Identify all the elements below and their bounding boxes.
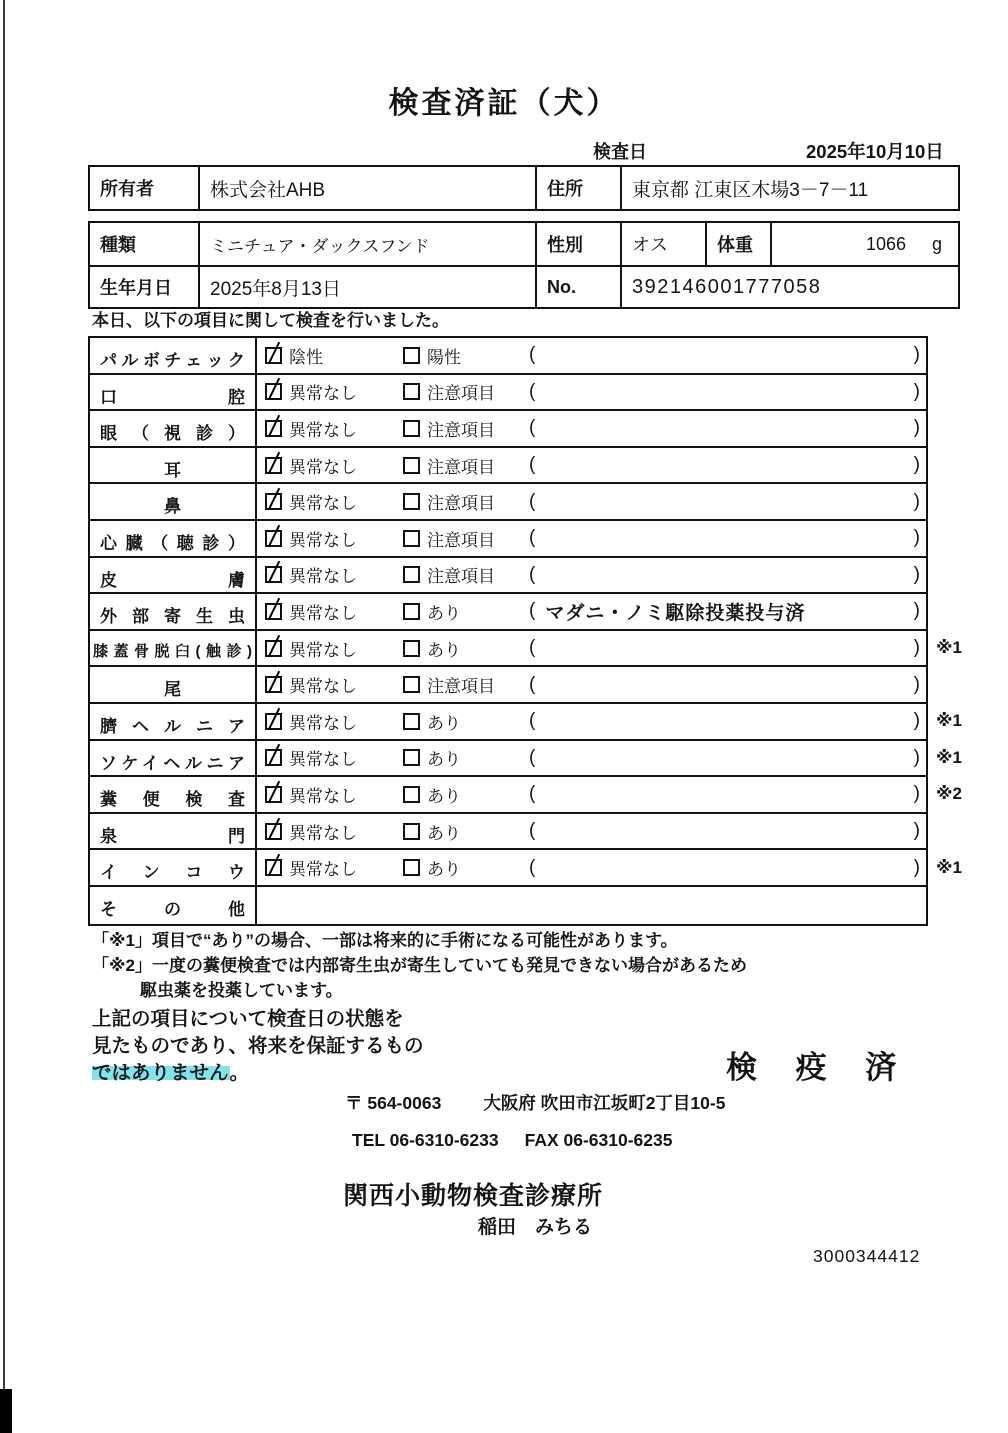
paren-close: ) xyxy=(913,783,920,805)
remarks-field xyxy=(529,850,920,885)
checklist-row-nose xyxy=(90,484,926,521)
checklist-row-tail xyxy=(90,667,926,704)
page-title: 検査済証（犬） xyxy=(388,87,620,120)
remarks-field xyxy=(529,594,920,629)
disclaimer xyxy=(92,1006,424,1087)
footnote-mark: ※1 xyxy=(936,747,962,767)
postal-code: 〒 564-0063 xyxy=(345,1093,442,1113)
paren-open: ( xyxy=(529,710,536,732)
weight-unit: g xyxy=(931,233,942,254)
unchecked-checkbox-icon xyxy=(403,347,420,364)
paren-open: ( xyxy=(529,673,536,695)
clinic-phone-line xyxy=(352,1130,672,1151)
checklist-item-label: 外部寄生虫 xyxy=(90,594,257,629)
remarks-field xyxy=(529,741,920,776)
paren-open: ( xyxy=(529,563,536,585)
remarks-field xyxy=(529,814,920,849)
remarks-field xyxy=(529,375,920,410)
sex-label: 性別 xyxy=(537,223,622,265)
remarks-field xyxy=(529,558,920,593)
checklist-item-label: パルボチェック xyxy=(90,338,257,373)
checklist-item-body xyxy=(257,411,926,446)
paren-open: ( xyxy=(529,600,536,622)
footnote-mark: ※1 xyxy=(936,638,962,658)
unchecked-checkbox-icon xyxy=(403,420,420,437)
remarks-field xyxy=(529,521,920,556)
secondary-result-option: 注意項目 xyxy=(403,448,495,483)
address-value: 東京都 江東区木場3－7－11 xyxy=(632,179,869,201)
secondary-result-option: あり xyxy=(403,777,461,812)
checked-checkbox-icon xyxy=(265,457,282,474)
remarks-field xyxy=(529,667,920,702)
checklist-item-label: 臍ヘルニア xyxy=(90,704,257,739)
secondary-result-option: 注意項目 xyxy=(403,484,495,519)
footnote-mark: ※1 xyxy=(936,857,962,877)
checklist-row-parasites xyxy=(90,594,926,631)
checklist-item-label: 泉門 xyxy=(90,814,257,849)
checklist-item-label: その他 xyxy=(90,887,257,924)
checked-checkbox-icon xyxy=(265,713,282,730)
paren-close: ) xyxy=(913,820,920,842)
paren-open: ( xyxy=(529,344,536,366)
checklist-item-body xyxy=(257,777,926,812)
owner-row xyxy=(90,167,958,209)
scan-corner-artifact xyxy=(0,1389,12,1433)
clinic-address-line xyxy=(345,1090,725,1115)
paren-close: ) xyxy=(913,490,920,512)
primary-result-option: 異常なし xyxy=(265,631,357,666)
intro-text: 本日、以下の項目に関して検査を行いました。 xyxy=(92,311,449,330)
checklist-item-body xyxy=(257,375,926,410)
street-address: 大阪府 吹田市江坂町2丁目10-5 xyxy=(483,1093,726,1113)
secondary-result-option: 注意項目 xyxy=(403,521,495,556)
checked-checkbox-icon xyxy=(265,859,282,876)
birth-row xyxy=(90,265,958,307)
checklist-item-body xyxy=(257,484,926,519)
paren-close: ) xyxy=(913,710,920,732)
secondary-result-option: あり xyxy=(403,704,461,739)
primary-result-option: 異常なし xyxy=(265,448,357,483)
checklist-row-inguinal-hernia xyxy=(90,741,962,778)
unchecked-checkbox-icon xyxy=(403,749,420,766)
checklist-item-label: インコウ xyxy=(90,850,257,885)
breed-label: 種類 xyxy=(90,223,200,265)
checklist-item-label: 皮膚 xyxy=(90,558,257,593)
highlighted-text: ではありません xyxy=(92,1062,230,1084)
unchecked-checkbox-icon xyxy=(403,457,420,474)
checked-checkbox-icon xyxy=(265,640,282,657)
checked-checkbox-icon xyxy=(265,786,282,803)
weight-cell xyxy=(772,223,958,265)
checked-checkbox-icon xyxy=(265,383,282,400)
unchecked-checkbox-icon xyxy=(403,530,420,547)
remarks-field xyxy=(529,704,920,739)
checklist-row-skin xyxy=(90,558,926,595)
primary-result-option: 異常なし xyxy=(265,558,357,593)
checklist-row-eyes xyxy=(90,411,926,448)
unchecked-checkbox-icon xyxy=(403,640,420,657)
checklist-table xyxy=(88,336,962,926)
checklist-item-label: 尾 xyxy=(90,667,257,702)
checklist-row-other xyxy=(90,887,926,924)
checklist-item-label: 鼻 xyxy=(90,484,257,519)
checked-checkbox-icon xyxy=(265,823,282,840)
paren-close: ) xyxy=(913,637,920,659)
paren-close: ) xyxy=(913,527,920,549)
primary-result-option: 異常なし xyxy=(265,521,357,556)
unchecked-checkbox-icon xyxy=(403,786,420,803)
weight-label: 体重 xyxy=(707,223,772,265)
primary-result-option: 異常なし xyxy=(265,594,357,629)
pet-table xyxy=(88,221,960,309)
checklist-row-mouth xyxy=(90,375,926,412)
checklist-row-ears xyxy=(90,448,926,485)
address-label: 住所 xyxy=(537,167,622,209)
footnote-2: 「※2」一度の糞便検査では内部寄生虫が寄生していても発見できない場合があるため xyxy=(92,956,747,975)
secondary-result-option: 注意項目 xyxy=(403,667,495,702)
secondary-result-option: あり xyxy=(403,594,461,629)
checked-checkbox-icon xyxy=(265,347,282,364)
primary-result-option: 異常なし xyxy=(265,667,357,702)
remarks-field xyxy=(529,631,920,666)
checklist-item-body xyxy=(257,558,926,593)
unchecked-checkbox-icon xyxy=(403,823,420,840)
paren-close: ) xyxy=(913,746,920,768)
remarks-field xyxy=(529,338,920,373)
checklist-item-body xyxy=(257,887,926,924)
birth-label: 生年月日 xyxy=(90,267,200,307)
primary-result-option: 異常なし xyxy=(265,484,357,519)
paren-open: ( xyxy=(529,746,536,768)
remarks-text: マダニ・ノミ駆除投薬投与済 xyxy=(545,602,806,624)
primary-result-option: 異常なし xyxy=(265,850,357,885)
secondary-result-option: 陽性 xyxy=(403,338,461,373)
checklist-item-label: 眼（視診） xyxy=(90,411,257,446)
unchecked-checkbox-icon xyxy=(403,493,420,510)
birth-value: 2025年8月13日 xyxy=(200,267,537,307)
clinic-name: 関西小動物検査診療所 xyxy=(343,1182,604,1210)
sex-value: オス xyxy=(622,223,707,265)
checklist-item-label: 口腔 xyxy=(90,375,257,410)
paren-open: ( xyxy=(529,490,536,512)
scan-edge-artifact xyxy=(3,0,5,1433)
footnote-mark: ※1 xyxy=(936,711,962,731)
checked-checkbox-icon xyxy=(265,420,282,437)
checklist-row-fontanelle xyxy=(90,814,926,851)
weight-value: 1066 xyxy=(865,233,906,254)
primary-result-option: 陰性 xyxy=(265,338,323,373)
checklist-item-body xyxy=(257,814,926,849)
checklist-row-umbilical-hernia xyxy=(90,704,962,741)
secondary-result-option: あり xyxy=(403,741,461,776)
checklist-row-inkou xyxy=(90,850,962,887)
checklist-item-body xyxy=(257,741,926,776)
checked-checkbox-icon xyxy=(265,566,282,583)
checklist-item-body xyxy=(257,448,926,483)
paren-close: ) xyxy=(913,563,920,585)
paren-close: ) xyxy=(913,673,920,695)
paren-close: ) xyxy=(913,600,920,622)
checklist-row-fecal-exam xyxy=(90,777,962,814)
footnote-2-continued: 駆虫薬を投薬しています。 xyxy=(140,981,343,1000)
primary-result-option: 異常なし xyxy=(265,741,357,776)
inspection-date-label: 検査日 xyxy=(593,142,647,162)
unchecked-checkbox-icon xyxy=(403,566,420,583)
checklist-item-label: 膝蓋骨脱臼(触診) xyxy=(90,631,257,666)
disclaimer-line-1: 上記の項目について検査日の状態を xyxy=(92,1008,404,1030)
paren-close: ) xyxy=(913,380,920,402)
unchecked-checkbox-icon xyxy=(403,859,420,876)
checklist-item-body xyxy=(257,850,926,885)
checklist-item-label: 心臓（聴診） xyxy=(90,521,257,556)
owner-label: 所有者 xyxy=(90,167,200,209)
examiner-name: 稲田 みちる xyxy=(478,1217,593,1238)
paren-open: ( xyxy=(529,454,536,476)
checklist-item-body xyxy=(257,667,926,702)
unchecked-checkbox-icon xyxy=(403,713,420,730)
unchecked-checkbox-icon xyxy=(403,676,420,693)
checked-checkbox-icon xyxy=(265,493,282,510)
checked-checkbox-icon xyxy=(265,676,282,693)
checklist-row-parvo xyxy=(90,338,926,375)
checklist-item-body xyxy=(257,521,926,556)
checked-checkbox-icon xyxy=(265,749,282,766)
secondary-result-option: 注意項目 xyxy=(403,375,495,410)
checklist-row-patella xyxy=(90,631,962,668)
remarks-field xyxy=(529,777,920,812)
secondary-result-option: あり xyxy=(403,814,461,849)
unchecked-checkbox-icon xyxy=(403,603,420,620)
inspection-date-value: 2025年10月10日 xyxy=(806,141,944,162)
secondary-result-option: あり xyxy=(403,631,461,666)
breed-value: ミニチュア・ダックスフンド xyxy=(200,223,537,265)
primary-result-option: 異常なし xyxy=(265,375,357,410)
paren-open: ( xyxy=(529,417,536,439)
checklist-item-body xyxy=(257,594,926,629)
owner-table xyxy=(88,165,960,211)
paren-open: ( xyxy=(529,783,536,805)
checklist-item-body xyxy=(257,338,926,373)
checked-checkbox-icon xyxy=(265,530,282,547)
footnote-mark: ※2 xyxy=(936,784,962,804)
paren-open: ( xyxy=(529,527,536,549)
checked-checkbox-icon xyxy=(265,603,282,620)
unchecked-checkbox-icon xyxy=(403,383,420,400)
checklist-item-label: ソケイヘルニア xyxy=(90,741,257,776)
document-serial-number: 3000344412 xyxy=(813,1246,921,1266)
quarantine-passed-stamp: 検 疫 済 xyxy=(726,1050,912,1085)
checklist-row-heart xyxy=(90,521,926,558)
no-value: 392146001777058 xyxy=(632,275,822,298)
checklist-item-body xyxy=(257,704,926,739)
owner-value: 株式会社AHB xyxy=(200,167,537,209)
remarks-field xyxy=(529,448,920,483)
remarks-field xyxy=(529,484,920,519)
no-label: No. xyxy=(537,267,622,307)
primary-result-option: 異常なし xyxy=(265,704,357,739)
primary-result-option: 異常なし xyxy=(265,411,357,446)
checklist-item-label: 糞便検査 xyxy=(90,777,257,812)
breed-row xyxy=(90,223,958,265)
checklist-item-body xyxy=(257,631,926,666)
checklist-item-label: 耳 xyxy=(90,448,257,483)
remarks-field xyxy=(529,411,920,446)
secondary-result-option: 注意項目 xyxy=(403,411,495,446)
paren-close: ) xyxy=(913,454,920,476)
fax-number: FAX 06-6310-6235 xyxy=(524,1130,673,1150)
disclaimer-line-3: ではありません。 xyxy=(92,1062,250,1084)
paren-close: ) xyxy=(913,417,920,439)
paren-close: ) xyxy=(913,344,920,366)
secondary-result-option: 注意項目 xyxy=(403,558,495,593)
primary-result-option: 異常なし xyxy=(265,814,357,849)
paren-open: ( xyxy=(529,380,536,402)
paren-close: ) xyxy=(913,856,920,878)
disclaimer-line-2: 見たものであり、将来を保証するもの xyxy=(92,1035,424,1057)
paren-open: ( xyxy=(529,856,536,878)
tel-number: TEL 06-6310-6233 xyxy=(352,1130,499,1150)
paren-open: ( xyxy=(529,637,536,659)
paren-open: ( xyxy=(529,820,536,842)
secondary-result-option: あり xyxy=(403,850,461,885)
primary-result-option: 異常なし xyxy=(265,777,357,812)
footnote-1: 「※1」項目で“あり”の場合、一部は将来的に手術になる可能性があります。 xyxy=(92,931,678,950)
